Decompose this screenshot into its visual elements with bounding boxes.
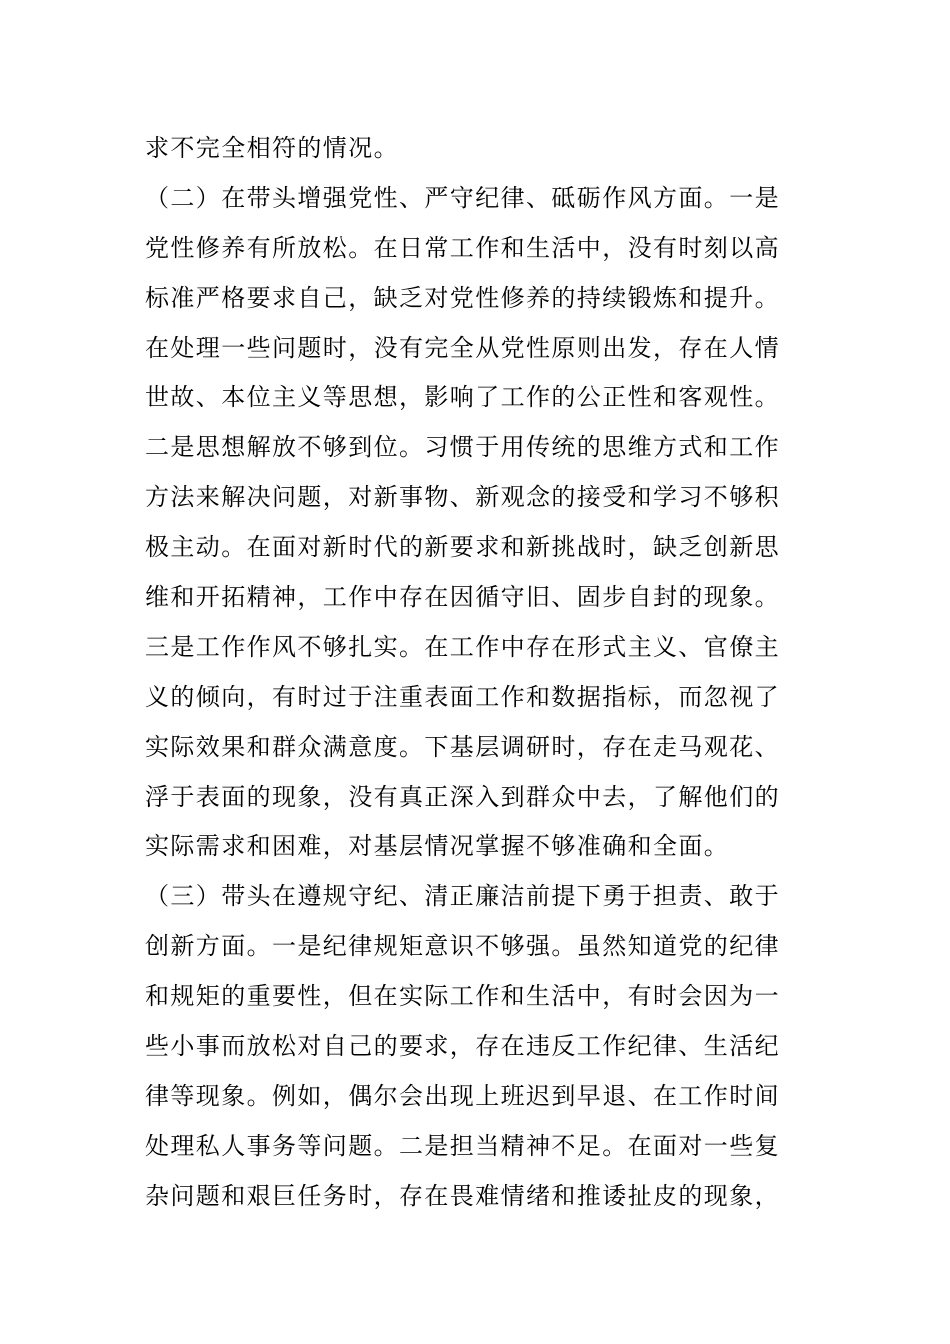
text-line: 义的倾向，有时过于注重表面工作和数据指标，而忽视了	[145, 682, 780, 711]
text-line: 些小事而放松对自己的要求，存在违反工作纪律、生活纪	[145, 1032, 780, 1061]
text-line: 世故、本位主义等思想，影响了工作的公正性和客观性。	[145, 383, 780, 412]
text-line: 创新方面。一是纪律规矩意识不够强。虽然知道党的纪律	[145, 932, 780, 961]
text-line: 实际需求和困难，对基层情况掌握不够准确和全面。	[145, 832, 730, 861]
text-line: 三是工作作风不够扎实。在工作中存在形式主义、官僚主	[145, 632, 780, 661]
text-line: 浮于表面的现象，没有真正深入到群众中去，了解他们的	[145, 782, 780, 811]
text-line: 求不完全相符的情况。	[145, 134, 399, 162]
text-line: 维和开拓精神，工作中存在因循守旧、固步自封的现象。	[145, 583, 780, 612]
text-line: （二）在带头增强党性、严守纪律、砥砺作风方面。一是	[145, 183, 780, 212]
text-line: 标准严格要求自己，缺乏对党性修养的持续锻炼和提升。	[145, 283, 780, 312]
text-line: 在处理一些问题时，没有完全从党性原则出发，存在人情	[145, 333, 780, 362]
text-line: 实际效果和群众满意度。下基层调研时，存在走马观花、	[145, 732, 780, 761]
text-line: 杂问题和艰巨任务时，存在畏难情绪和推诿扯皮的现象，	[145, 1181, 780, 1210]
text-line: 方法来解决问题，对新事物、新观念的接受和学习不够积	[145, 483, 780, 512]
text-line: 极主动。在面对新时代的新要求和新挑战时，缺乏创新思	[145, 533, 780, 562]
text-line: 处理私人事务等问题。二是担当精神不足。在面对一些复	[145, 1131, 780, 1160]
text-line: （三）带头在遵规守纪、清正廉洁前提下勇于担责、敢于	[145, 882, 780, 911]
text-line: 二是思想解放不够到位。习惯于用传统的思维方式和工作	[145, 433, 780, 462]
text-line: 和规矩的重要性，但在实际工作和生活中，有时会因为一	[145, 982, 780, 1011]
text-line: 党性修养有所放松。在日常工作和生活中，没有时刻以高	[145, 233, 780, 262]
text-line: 律等现象。例如，偶尔会出现上班迟到早退、在工作时间	[145, 1081, 780, 1110]
body-text	[145, 124, 815, 1222]
